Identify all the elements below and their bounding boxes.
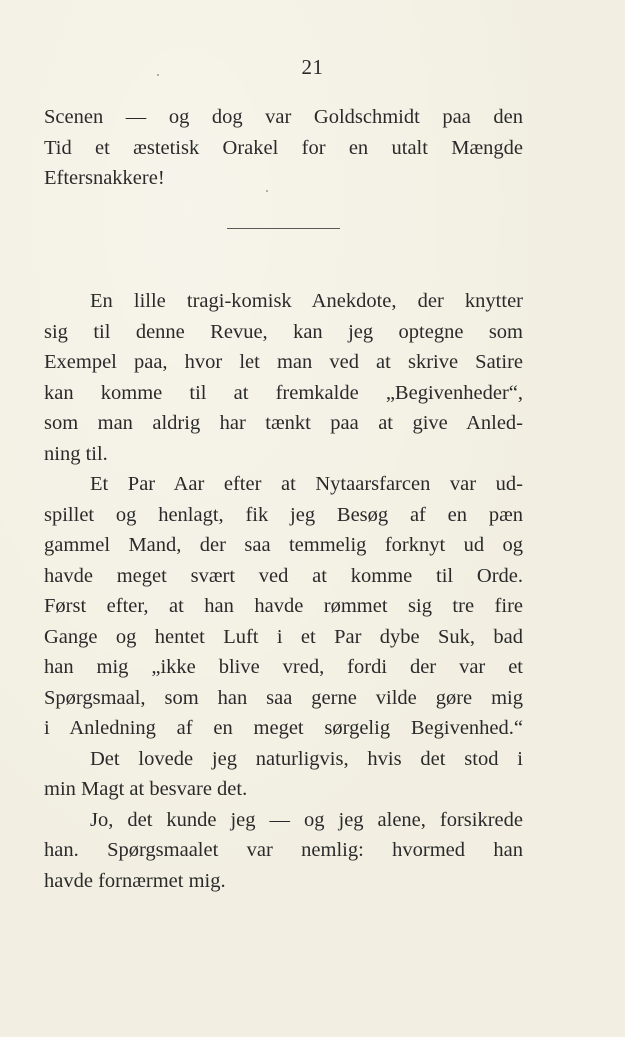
text-line: gammel Mand, der saa temmelig forknyt ud og [44,534,523,556]
text-line: Exempel paa, hvor let man ved at skrive Satire [44,351,523,373]
text-line: Gange og hentet Luft i et Par dybe Suk, bad [44,625,523,648]
text-line: i Anledning af en meget sørgelig Begivenhed.“ [44,717,523,739]
text-line: Et Par Aar efter at Nytaarsfarcen var ud- [90,473,523,495]
text-line: han mig „ikke blive vred, fordi der var et [44,656,523,678]
top-paragraph [44,102,523,194]
text-line: Det lovede jeg naturligvis, hvis det stod i [90,747,523,770]
text-line: Tid et æstetisk Orakel for en utalt Mængde [44,136,523,159]
text-line: kan komme til at fremkalde „Begivenheder“, [44,381,523,404]
text-line: sig til denne Revue, kan jeg optegne som [44,320,523,343]
text-line: Spørgsmaal, som han saa gerne vilde gøre mig [44,686,523,709]
text-line: spillet og henlagt, fik jeg Besøg af en pæn [44,503,523,526]
section-divider [227,228,340,229]
text-line: Eftersnakkere! [44,167,165,189]
text-line: min Magt at besvare det. [44,778,248,800]
main-text [44,286,523,896]
text-line: Jo, det kunde jeg — og jeg alene, forsikrede [90,808,523,831]
text-line: En lille tragi-komisk Anekdote, der knytter [90,290,523,312]
text-line: Scenen — og dog var Goldschmidt paa den [44,106,523,128]
text-line: Først efter, at han havde rømmet sig tre fire [44,595,523,617]
page-number: 21 [301,55,324,79]
text-line: havde meget svært ved at komme til Orde. [44,564,523,587]
text-line: han. Spørgsmaalet var nemlig: hvormed han [44,839,523,861]
text-line: ning til. [44,442,108,465]
text-line: havde fornærmet mig. [44,869,226,892]
text-line: som man aldrig har tænkt paa at give Anled- [44,412,523,434]
